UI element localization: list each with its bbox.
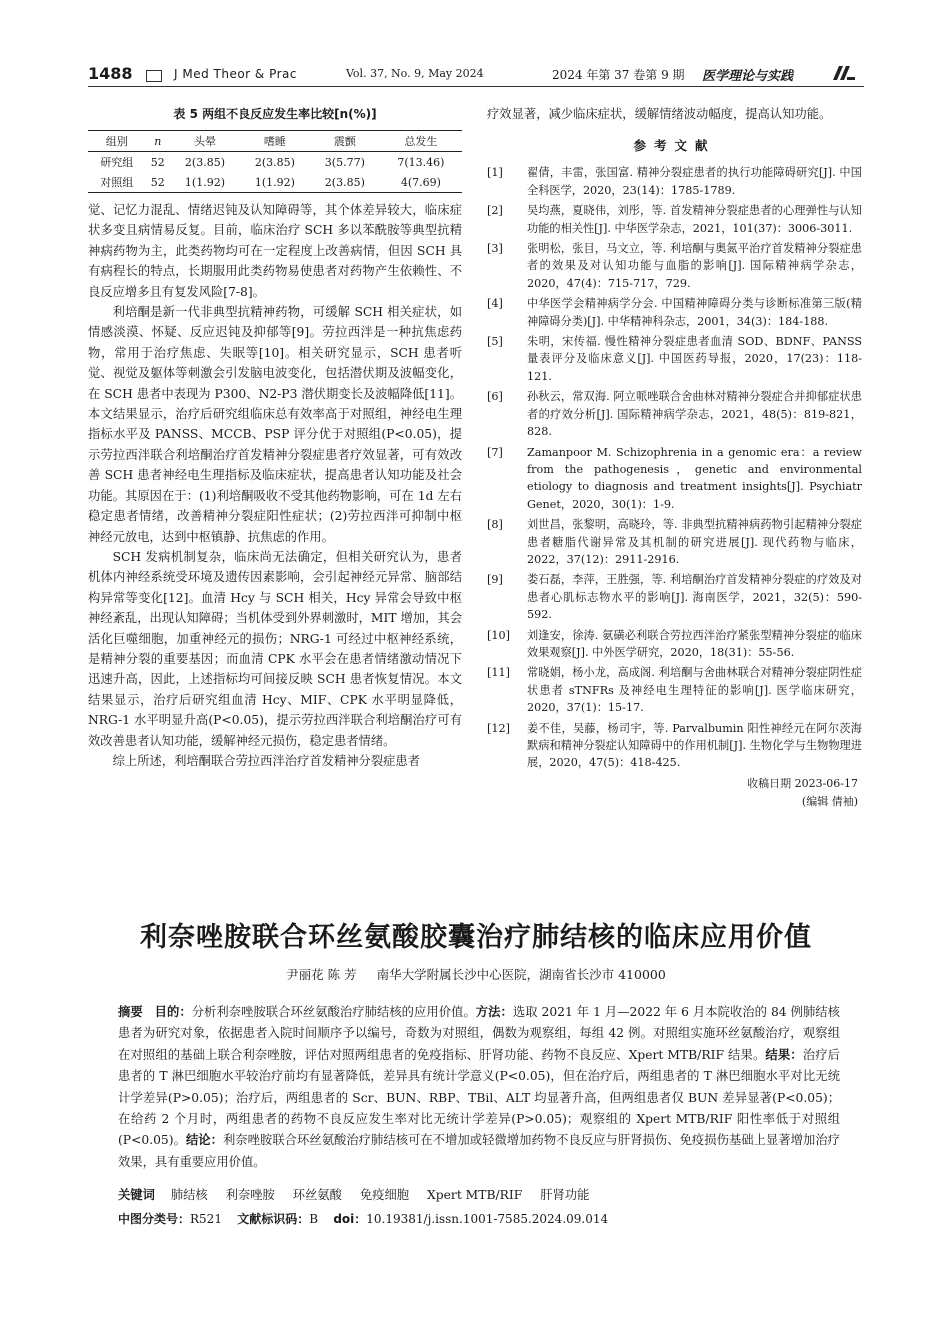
reference-text: 娄石磊，李萍，王胜强，等. 利培酮治疗首发精神分裂症的疗效及对患者心肌标志物水平的影响[J]. 海南医学，2021，32(5)：590-592. bbox=[527, 573, 862, 622]
reference-text: 姜不佳，吴藤，杨司宇，等. Parvalbumin 阳性神经元在阿尔茨海默病和精神分裂症认知障碍中的作用机制[J]. 生物化学与生物物理进展，2020，47(5)：418-425. bbox=[527, 721, 862, 770]
affiliation: 南华大学附属长沙中心医院，湖南省长沙市 410000 bbox=[376, 967, 666, 982]
keyword: 环丝氨酸 bbox=[292, 1188, 342, 1202]
left-column bbox=[88, 104, 462, 771]
keyword: Xpert MTB/RIF bbox=[427, 1188, 523, 1202]
abstract-label: 摘要 bbox=[118, 1005, 143, 1019]
reference-item bbox=[487, 388, 862, 440]
doc-label: 文献标识码： bbox=[237, 1212, 310, 1226]
abstract-objective-label: 目的： bbox=[154, 1005, 192, 1019]
table-cell: 2(3.85) bbox=[184, 155, 225, 169]
editor-note: (编辑 倩袖) bbox=[801, 794, 858, 808]
table-cell: 研究组 bbox=[100, 156, 134, 169]
table5-title: 表 5 两组不良反应发生率比较[n(%)] bbox=[173, 107, 377, 121]
running-header bbox=[88, 64, 864, 88]
reference-number: [4] bbox=[487, 297, 503, 311]
reference-item bbox=[487, 444, 862, 514]
table-cell: 3(5.77) bbox=[324, 155, 365, 169]
reference-text: Zamanpoor M. Schizophrenia in a genomic era：a review from the pathogenesis，genetic and environmental etiology to diagnosis and treatment insights[J]. Psychiatr Genet，2020，30(1)：1-9. bbox=[527, 445, 862, 511]
reference-item bbox=[487, 516, 862, 568]
keyword: 免疫细胞 bbox=[359, 1188, 410, 1202]
abstract-results: 治疗后患者的 T 淋巴细胞水平较治疗前均有显著降低，差异具有统计学意义(P<0.05)，但在治疗后，两组患者的 T 淋巴细胞水平对比无统计学差异(P>0.05)；治疗后，两组患者的 Scr、BUN、RBP、TBil、ALT 均显著升高，但两组患者仅 BUN 差异显著(P<0.05)；在给药 2 个月时，两组患者的药物不良反应发生率对比无统计学差异(P>0.05)；观察组的 Xpert MTB/RIF 阳性率低于对照组(P<0.05)。 bbox=[118, 1047, 840, 1148]
volume-cn: 2024 年第 37 卷第 9 期 bbox=[552, 68, 685, 82]
reference-item bbox=[487, 164, 862, 199]
body-paragraph: 利培酮是新一代非典型抗精神药物，可缓解 SCH 相关症状，如情感淡漠、怀疑、反应迟钝及抑郁等[9]。劳拉西泮是一种抗焦虑药物，常用于治疗焦虑、失眠等[10]。相关研究显示，SCH 患者听觉、视觉及躯体等刺激会引发脑电波变化，包括潜伏期及波幅变化，在 SCH 患者中表现为 P300、N2-P3 潜伏期变长及波幅降低[11]。本文结果显示，治疗后研究组临床总有效率高于对照组，神经电生理指标水平及 PANSS、MCCB、PSP 评分优于对照组(P<0.05)，提示劳拉西泮联合利培酮治疗首发精神分裂症患者疗效显著，可有效改善 SCH 患者神经电生理指标及临床症状，提高患者认知功能及社会功能。其原因在于：(1)利培酮吸收不受其他药物影响，可在 1d 左右稳定患者情绪，改善精神分裂症阳性症状；(2)劳拉西泮可抑制中枢神经元放电，达到中枢镇静、抗焦虑的作用。 bbox=[88, 305, 462, 544]
abstract-methods: 选取 2021 年 1 月—2022 年 6 月本院收治的 84 例肺结核患者为研究对象，依据患者入院时间顺序予以编号，奇数为对照组，偶数为观察组，每组 42 例。对照组实施环丝氨酸治疗，观察组在对照组的基础上联合利奈唑胺，评估对照两组患者的免疫指标、肝肾功能、药物不良反应、Xpert MTB/RIF 结果。 bbox=[118, 1005, 840, 1062]
reference-item bbox=[487, 571, 862, 623]
class-value: R521 bbox=[190, 1212, 222, 1226]
doc-value: B bbox=[309, 1212, 319, 1226]
received-date: 收稿日期 2023-06-17 bbox=[747, 776, 858, 790]
abstract-results-label: 结果： bbox=[765, 1047, 803, 1062]
keywords-label: 关键词 bbox=[118, 1188, 155, 1202]
body-paragraph: 觉、记忆力混乱、情绪迟钝及认知障碍等，其个体差异较大，临床症状多变且病情易反复。目前，临床治疗 SCH 多以苯酰胺等典型抗精神病药物为主，此类药物均可在一定程度上改善病情，但因 SCH 具有病程长的特点，长期服用此类药物易使患者对药物产生依赖性、不良反应增多且有复发风险[7-8]。 bbox=[88, 203, 462, 299]
reference-text: 孙秋云，常双海. 阿立哌唑联合舍曲林对精神分裂症合并抑郁症状患者的疗效分析[J]. 国际精神病学杂志，2021，48(5)：819-821，828. bbox=[527, 390, 862, 439]
reference-text: 中华医学会精神病学分会. 中国精神障碍分类与诊断标准第三版(精神障碍分类)[J]. 中华精神科杂志，2001，34(3)：184-188. bbox=[527, 297, 862, 328]
right-column bbox=[487, 104, 862, 811]
table-row bbox=[88, 152, 462, 173]
journal-logo-icon bbox=[833, 66, 855, 80]
keyword: 肺结核 bbox=[170, 1188, 208, 1202]
reference-text: 翟倩，丰雷，张国富. 精神分裂症患者的执行功能障碍研究[J]. 中国全科医学，2020，23(14)：1785-1789. bbox=[527, 166, 862, 197]
doi-value: 10.19381/j.issn.1001-7585.2024.09.014 bbox=[366, 1212, 609, 1226]
body-paragraph-continued: 疗效显著，减少临床症状，缓解情绪波动幅度，提高认知功能。 bbox=[487, 107, 832, 121]
author-line bbox=[88, 965, 864, 983]
reference-text: 吴均燕，夏晓伟，刘彤，等. 首发精神分裂症患者的心理弹性与认知功能的相关性[J]. 中华医学杂志，2021，101(37)：3006-3011. bbox=[527, 204, 862, 235]
reference-text: 朱明，宋传福. 慢性精神分裂症患者血清 SOD、BDNF、PANSS 量表评分及临床意义[J]. 中国医药导报，2020，17(23)：118-121. bbox=[527, 335, 862, 383]
abstract-methods-label: 方法： bbox=[475, 1005, 513, 1019]
reference-number: [9] bbox=[487, 573, 503, 587]
volume-en: Vol. 37, No. 9, May 2024 bbox=[346, 67, 484, 80]
reference-item bbox=[487, 202, 862, 237]
reference-number: [12] bbox=[487, 721, 510, 735]
references-heading: 参考文献 bbox=[633, 138, 716, 154]
authors: 尹丽花 陈 芳 bbox=[286, 967, 357, 982]
reference-number: [2] bbox=[487, 204, 503, 218]
table-header-cell: 嗜睡 bbox=[240, 131, 310, 152]
reference-number: [3] bbox=[487, 242, 503, 256]
reference-number: [10] bbox=[487, 628, 510, 642]
keyword: 利奈唑胺 bbox=[225, 1188, 275, 1202]
reference-item bbox=[487, 333, 862, 385]
class-label: 中图分类号： bbox=[118, 1212, 191, 1226]
table-row bbox=[88, 172, 462, 193]
journal-name-en: J Med Theor & Prac bbox=[174, 67, 298, 81]
reference-number: [11] bbox=[487, 666, 510, 680]
reference-item bbox=[487, 720, 862, 772]
abstract bbox=[118, 1002, 840, 1173]
keywords bbox=[118, 1185, 840, 1205]
reference-number: [1] bbox=[487, 166, 503, 180]
table-cell: 7(13.46) bbox=[397, 155, 445, 169]
article-title: 利奈唑胺联合环丝氨酸胶囊治疗肺结核的临床应用价值 bbox=[140, 922, 812, 953]
classification-line bbox=[118, 1209, 840, 1229]
abstract-conclusion-label: 结论： bbox=[185, 1133, 223, 1148]
body-paragraph: 综上所述，利培酮联合劳拉西泮治疗首发精神分裂症患者 bbox=[112, 753, 421, 768]
header-box-icon bbox=[146, 70, 162, 82]
body-paragraph: SCH 发病机制复杂，临床尚无法确定，但相关研究认为，患者机体内神经系统受环境及遗传因素影响，会引起神经元异常、脑部结构异常等变化[12]。血清 Hcy 与 SCH 相关，Hcy 异常会导致中枢神经紊乱，出现认知障碍；当机体受到外界刺激时，MIT 增加，其会活化巨噬细胞，加重神经元的损伤；NRG-1 可经过中枢神经系统，是精神分裂的重要基因；而血清 CPK 水平会在患者情绪激动情况下迅速升高，因此，上述指标均可间接反映 SCH 患者恢复情况。本文结果显示，治疗后研究组血清 Hcy、MIF、CPK 水平明显降低，NRG-1 水平明显升高(P<0.05)，提示劳拉西泮联合利培酮治疗可有效改善患者认知功能，缓解神经元损伤，稳定患者情绪。 bbox=[88, 549, 462, 748]
reference-list bbox=[487, 164, 862, 771]
reference-number: [8] bbox=[487, 518, 503, 532]
reference-number: [7] bbox=[487, 445, 503, 459]
abstract-objective: 分析利奈唑胺联合环丝氨酸治疗肺结核的应用价值。 bbox=[191, 1005, 476, 1019]
reference-text: 刘逢安，徐涛. 氨磺必利联合劳拉西泮治疗紧张型精神分裂症的临床效果观察[J]. 中外医学研究，2020，18(31)：55-56. bbox=[527, 628, 862, 659]
reference-item bbox=[487, 627, 862, 662]
table-header-row bbox=[88, 131, 462, 152]
reference-text: 刘世昌，张黎明，高晓玲，等. 非典型抗精神病药物引起精神分裂症患者糖脂代谢异常及其机制的研究进展[J]. 现代药物与临床，2022，37(12)：2911-2916. bbox=[527, 518, 862, 566]
header-rule bbox=[88, 86, 864, 87]
reference-item bbox=[487, 295, 862, 330]
reference-item bbox=[487, 664, 862, 716]
keyword: 肝肾功能 bbox=[540, 1188, 590, 1202]
table-header-cell: 组别 bbox=[88, 131, 146, 152]
journal-name-cn: 医学理论与实践 bbox=[702, 69, 794, 84]
table-cell: 4(7.69) bbox=[380, 172, 462, 193]
table-cell: 52 bbox=[150, 155, 165, 169]
table-header-cell: n bbox=[146, 131, 170, 152]
table-cell: 对照组 bbox=[88, 172, 146, 193]
reference-number: [5] bbox=[487, 335, 503, 349]
abstract-conclusion: 利奈唑胺联合环丝氨酸治疗肺结核可在不增加或轻微增加药物不良反应与肝肾损伤、免疫损伤基础上显著增加治疗效果，具有重要应用价值。 bbox=[118, 1133, 840, 1169]
table-cell: 1(1.92) bbox=[240, 172, 310, 193]
table-header-cell: 震颤 bbox=[310, 131, 380, 152]
table-header-cell: 总发生 bbox=[380, 131, 462, 152]
table-cell: 52 bbox=[146, 172, 170, 193]
reference-number: [6] bbox=[487, 390, 503, 404]
reference-text: 常晓娟，杨小龙，高成阁. 利培酮与舍曲林联合对精神分裂症阴性症状患者 sTNFRs 及神经电生理特征的影响[J]. 医学临床研究，2020，37(1)：15-17. bbox=[527, 666, 862, 715]
table-header-cell: 头晕 bbox=[170, 131, 240, 152]
page-number: 1488 bbox=[88, 64, 133, 83]
table5 bbox=[88, 130, 462, 193]
table-cell: 2(3.85) bbox=[310, 172, 380, 193]
doi-label: doi： bbox=[333, 1212, 367, 1226]
reference-item bbox=[487, 240, 862, 292]
table-cell: 2(3.85) bbox=[254, 155, 295, 169]
reference-text: 张明松，张目，马文立，等. 利培酮与奥氮平治疗首发精神分裂症患者的效果及对认知功能与血脂的影响[J]. 国际精神病学杂志，2020，47(4)：715-717，729. bbox=[527, 242, 862, 290]
table-cell: 1(1.92) bbox=[170, 172, 240, 193]
